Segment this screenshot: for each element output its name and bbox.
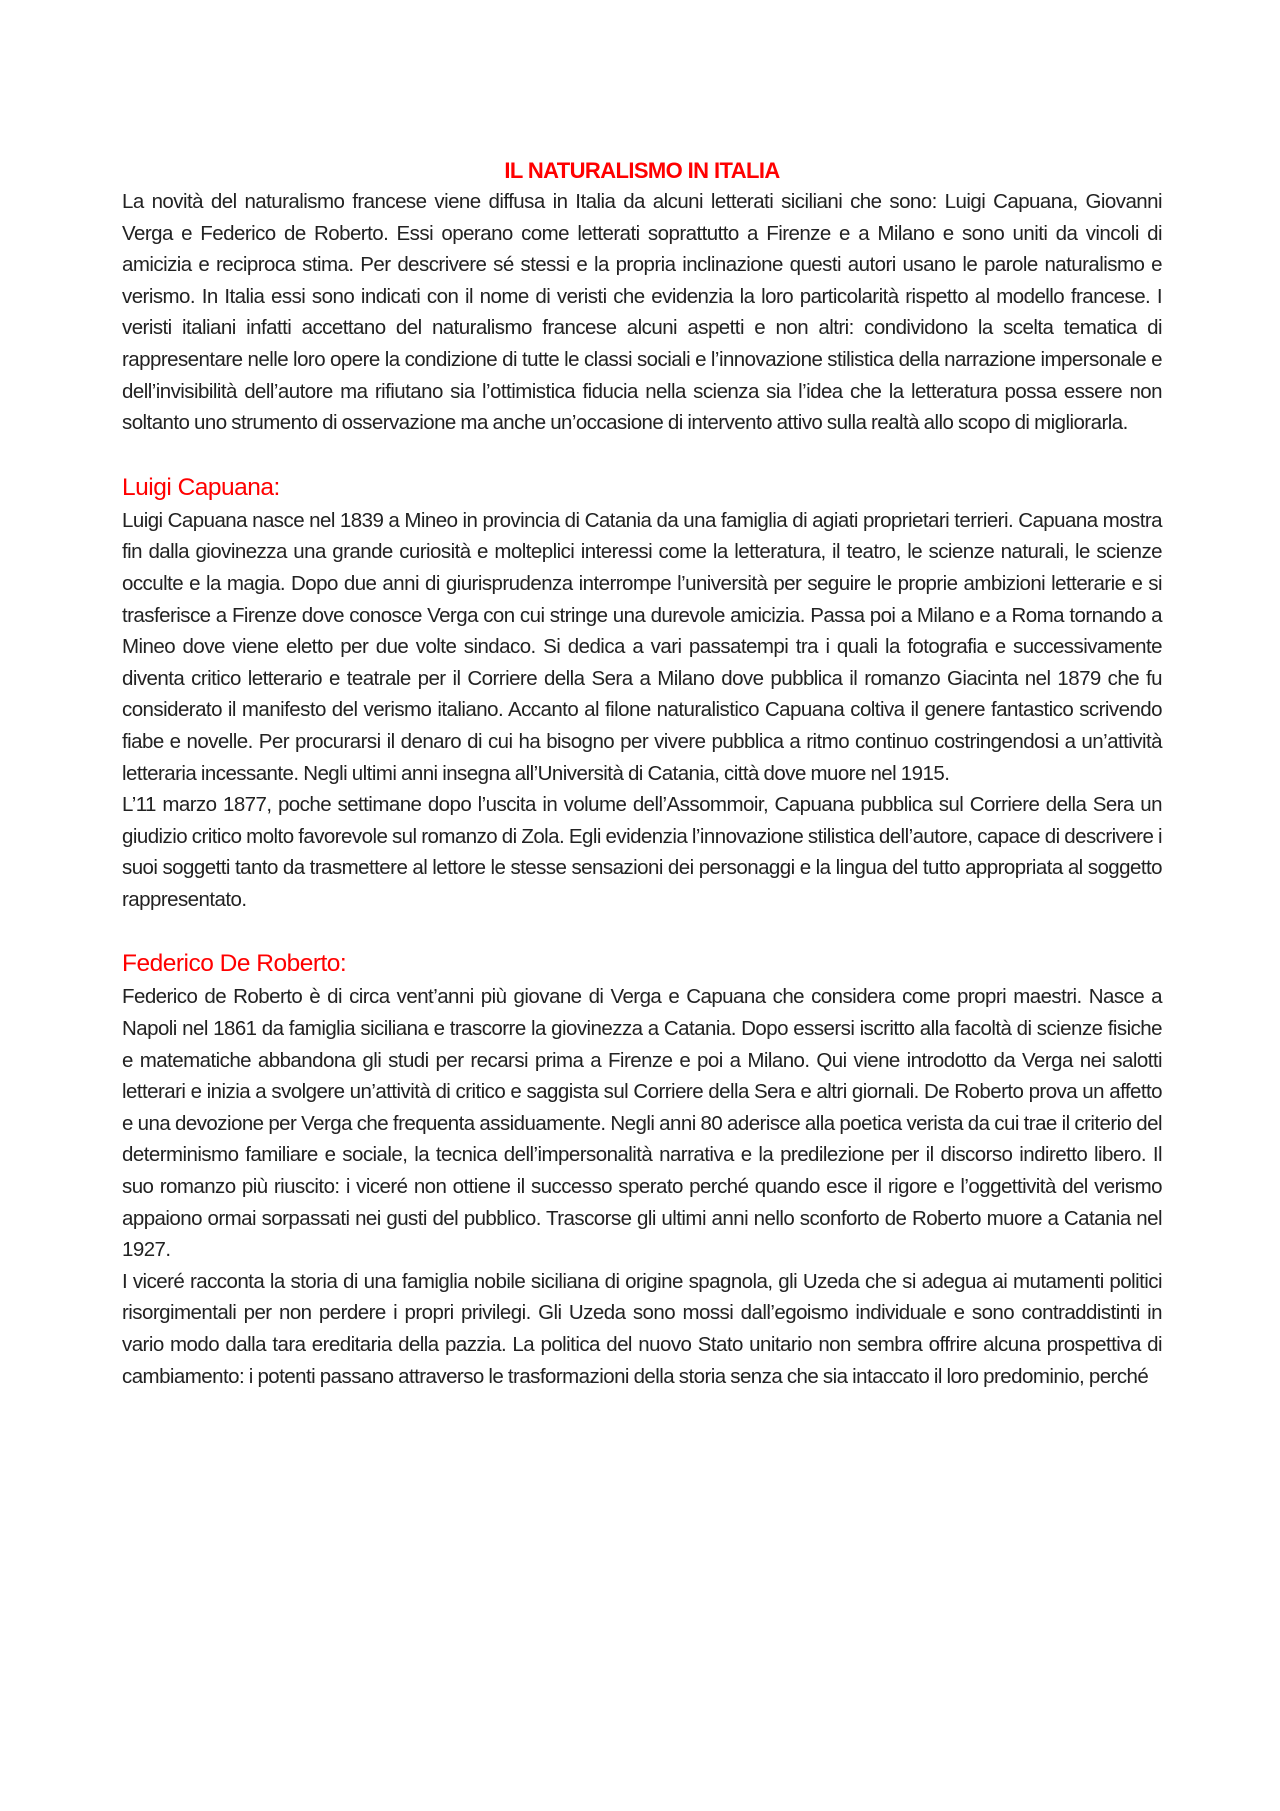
spacer [122, 439, 1162, 471]
document-title: IL NATURALISMO IN ITALIA [504, 158, 780, 183]
section-paragraph: I viceré racconta la storia di una famiglia nobile siciliana di origine spagnola, gli Uzeda che si adegua ai mutamenti politici risorgimentali per non perdere i propri privilegi. Gli Uzeda sono mossi dall’egoismo individuale e sono contraddistinti in vario modo dalla tara ereditaria della pazzia. La politica del nuovo Stato unitario non sembra offrire alcuna prospettiva di cambiamento: i potenti passano attraverso le trasformazioni della storia senza che sia intaccato il loro predominio, perché [122, 1269, 1162, 1388]
section-heading: Luigi Capuana: [122, 473, 280, 501]
section-federico-de-roberto [122, 947, 1162, 1392]
intro-paragraph: La novità del naturalismo francese viene diffusa in Italia da alcuni letterati siciliani che sono: Luigi Capuana, Giovanni Verga e Federico de Roberto. Essi operano come letterati soprattutto a Firenze e a Milano e sono uniti da vincoli di amicizia e reciproca stima. Per descrivere sé stessi e la propria inclinazione questi autori usano le parole naturalismo e verismo. In Italia essi sono indicati con il nome di veristi che evidenzia la loro particolarità rispetto al modello francese. I veristi italiani infatti accettano del naturalismo francese alcuni aspetti e non altri: condividono la scelta tematica di rappresentare nelle loro opere la condizione di tutte le classi sociali e l’innovazione stilistica della narrazione impersonale e dell’invisibilità dell’autore ma rifiutano sia l’ottimistica fiducia nella scienza sia l’idea che la letteratura possa essere non soltanto uno strumento di osservazione ma anche un’occasione di intervento attivo sulla realtà allo scopo di migliorarla. [122, 190, 1162, 435]
document-page [122, 156, 1162, 1392]
spacer [122, 915, 1162, 947]
section-heading: Federico De Roberto: [122, 950, 347, 978]
section-paragraph: L’11 marzo 1877, poche settimane dopo l’uscita in volume dell’Assommoir, Capuana pubblica sul Corriere della Sera un giudizio critico molto favorevole sul romanzo di Zola. Egli evidenzia l’innovazione stilistica dell’autore, capace di descrivere i suoi soggetti tanto da trasmettere al lettore le stesse sensazioni dei personaggi e la lingua del tutto appropriata al soggetto rappresentato. [122, 793, 1162, 911]
section-paragraph: Federico de Roberto è di circa vent’anni più giovane di Verga e Capuana che considera come propri maestri. Nasce a Napoli nel 1861 da famiglia siciliana e trascorre la giovinezza a Catania. Dopo essersi iscritto alla facoltà di scienze fisiche e matematiche abbandona gli studi per recarsi prima a Firenze e poi a Milano. Qui viene introdotto da Verga nei salotti letterari e inizia a svolgere un’attività di critico e saggista sul Corriere della Sera e altri giornali. De Roberto prova un affetto e una devozione per Verga che frequenta assiduamente. Negli anni 80 aderisce alla poetica verista da cui trae il criterio del determinismo familiare e sociale, la tecnica dell’impersonalità narrativa e la predilezione per il discorso indiretto libero. Il suo romanzo più riuscito: i viceré non ottiene il successo sperato perché quando esce il rigore e l’oggettività del verismo appaiono ormai sorpassati nei gusti del pubblico. Trascorse gli ultimi anni nello sconforto de Roberto muore a Catania nel 1927. [122, 985, 1162, 1262]
section-luigi-capuana [122, 471, 1162, 916]
section-paragraph: Luigi Capuana nasce nel 1839 a Mineo in provincia di Catania da una famiglia di agiati proprietari terrieri. Capuana mostra fin dalla giovinezza una grande curiosità e molteplici interessi come la letteratura, il teatro, le scienze naturali, le scienze occulte e la magia. Dopo due anni di giurisprudenza interrompe l’università per seguire le proprie ambizioni letterarie e si trasferisce a Firenze dove conosce Verga con cui stringe una durevole amicizia. Passa poi a Milano e a Roma tornando a Mineo dove viene eletto per due volte sindaco. Si dedica a vari passatempi tra i quali la fotografia e successivamente diventa critico letterario e teatrale per il Corriere della Sera a Milano dove pubblica il romanzo Giacinta nel 1879 che fu considerato il manifesto del verismo italiano. Accanto al filone naturalistico Capuana coltiva il genere fantastico scrivendo fiabe e novelle. Per procurarsi il denaro di cui ha bisogno per vivere pubblica a ritmo continuo costringendosi a un’attività letteraria incessante. Negli ultimi anni insegna all’Università di Catania, città dove muore nel 1915. [122, 508, 1162, 785]
